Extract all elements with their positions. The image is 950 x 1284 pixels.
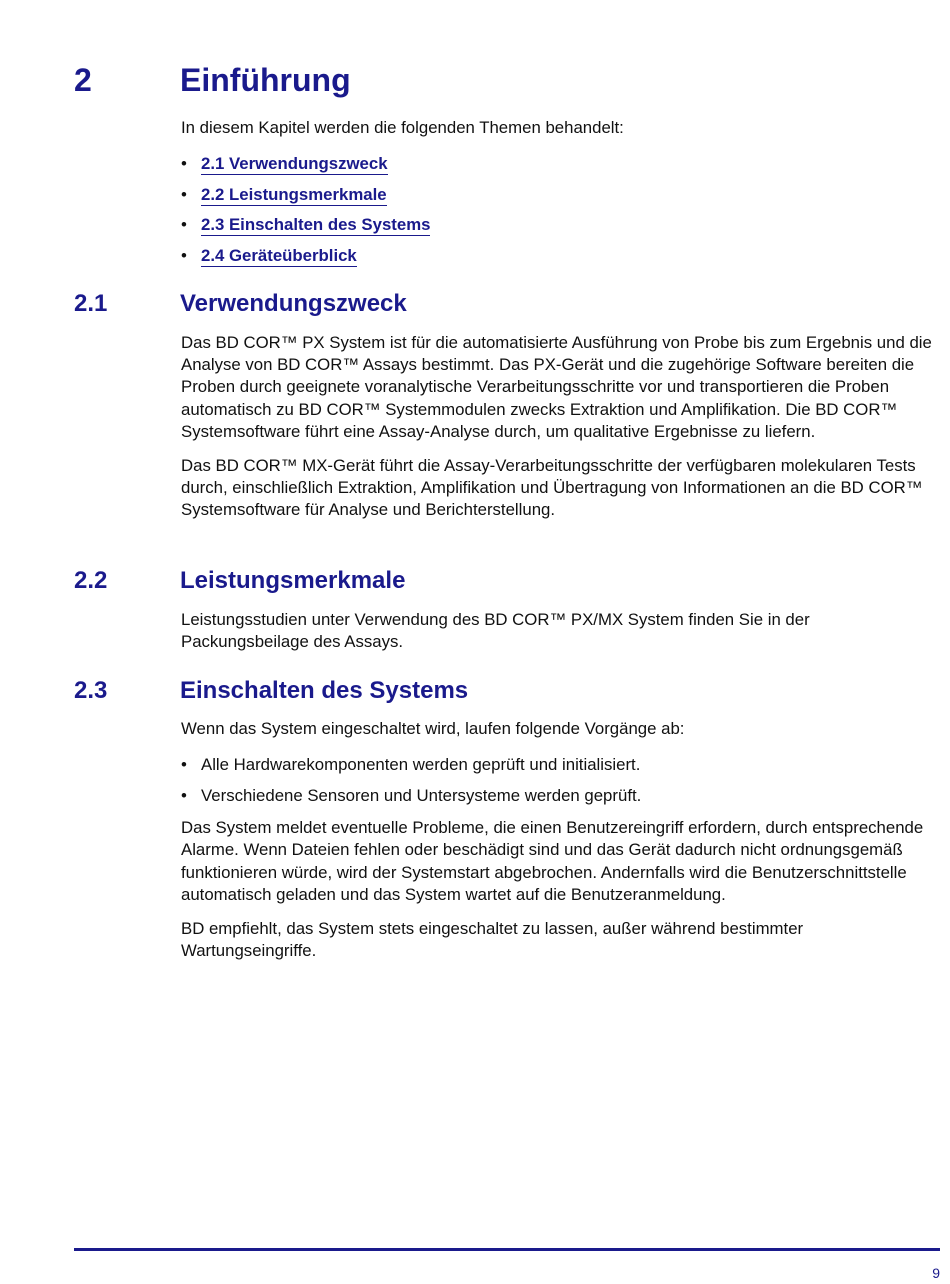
chapter-number: 2 xyxy=(74,62,92,98)
section-heading-2-1 xyxy=(74,290,934,320)
section-body-2-3 xyxy=(181,718,941,962)
paragraph: Leistungsstudien unter Verwendung des BD COR™ PX/MX System finden Sie in der Packungsbeilage des Assays. xyxy=(181,610,810,652)
paragraph: Das BD COR™ MX-Gerät führt die Assay-Verarbeitungsschritte der verfügbaren molekularen Tests durch, einschließlich Extraktion, Amplifikation und Übertragung von Informationen an die BD COR™ Systemsoftware für Analyse und Berichterstellung. xyxy=(181,456,923,520)
paragraph: Wenn das System eingeschaltet wird, laufen folgende Vorgänge ab: xyxy=(181,719,685,738)
section-title: Leistungsmerkmale xyxy=(180,567,406,594)
chapter-title: Einführung xyxy=(180,62,351,98)
toc-item xyxy=(181,245,941,276)
toc-item xyxy=(181,184,941,215)
list-item-text: Alle Hardwarekomponenten werden geprüft und initialisiert. xyxy=(201,755,641,775)
page-number: 9 xyxy=(932,1265,940,1281)
bullet-list xyxy=(181,754,941,815)
toc-link-leistungsmerkmale[interactable]: 2.2 Leistungsmerkmale xyxy=(201,184,387,204)
toc-item xyxy=(181,214,941,245)
intro-text: In diesem Kapitel werden die folgenden Themen behandelt: xyxy=(181,118,624,137)
bullet-icon: • xyxy=(181,245,187,265)
section-heading-2-2 xyxy=(74,567,934,597)
section-number: 2.2 xyxy=(74,567,108,594)
toc-link-einschalten[interactable]: 2.3 Einschalten des Systems xyxy=(201,215,431,235)
section-heading-2-3 xyxy=(74,677,934,707)
list-item-text: Verschiedene Sensoren und Untersysteme werden geprüft. xyxy=(201,785,642,805)
paragraph: Das BD COR™ PX System ist für die automatisierte Ausführung von Probe bis zum Ergebnis und die Analyse von BD COR™ Assays bestimmt. Das PX-Gerät und die zugehörige Software bereiten die Proben durch geeignete voranalytische Verarbeitungsschritte vor und transportieren die Proben automatisch zu BD COR™ Systemmodulen zwecks Extraktion und Amplifikation. Die BD COR™ Systemsoftware führt eine Assay-Analyse durch, um qualitative Ergebnisse zu liefern. xyxy=(181,333,932,441)
bullet-icon: • xyxy=(181,154,187,174)
section-body-2-2 xyxy=(181,609,941,653)
bullet-icon: • xyxy=(181,215,187,235)
toc-list xyxy=(181,153,941,275)
toc-link-geraeteueberblick[interactable]: 2.4 Geräteüberblick xyxy=(201,245,357,265)
toc-item xyxy=(181,153,941,184)
section-number: 2.1 xyxy=(74,290,108,317)
section-title: Verwendungszweck xyxy=(180,290,407,317)
bullet-icon: • xyxy=(181,184,187,204)
bullet-icon: • xyxy=(181,755,187,775)
paragraph: BD empfiehlt, das System stets eingeschaltet zu lassen, außer während bestimmter Wartungseingriffe. xyxy=(181,919,804,961)
paragraph: Das System meldet eventuelle Probleme, die einen Benutzereingriff erfordern, durch entsprechende Alarme. Wenn Dateien fehlen oder beschädigt sind und das Gerät dadurch nicht ordnungsgemäß funktionieren würde, wird der Systemstart abgebrochen. Andernfalls wird die Benutzerschnittstelle automatisch geladen und das System wartet auf die Benutzeranmeldung. xyxy=(181,818,924,904)
footer-rule xyxy=(74,1248,940,1251)
chapter-heading xyxy=(74,62,934,106)
section-body-2-1 xyxy=(181,332,941,522)
list-item xyxy=(181,754,941,785)
toc-link-verwendungszweck[interactable]: 2.1 Verwendungszweck xyxy=(201,154,388,174)
bullet-icon: • xyxy=(181,785,187,805)
section-title: Einschalten des Systems xyxy=(180,677,469,704)
chapter-intro xyxy=(181,117,941,275)
section-number: 2.3 xyxy=(74,677,108,704)
list-item xyxy=(181,785,941,816)
